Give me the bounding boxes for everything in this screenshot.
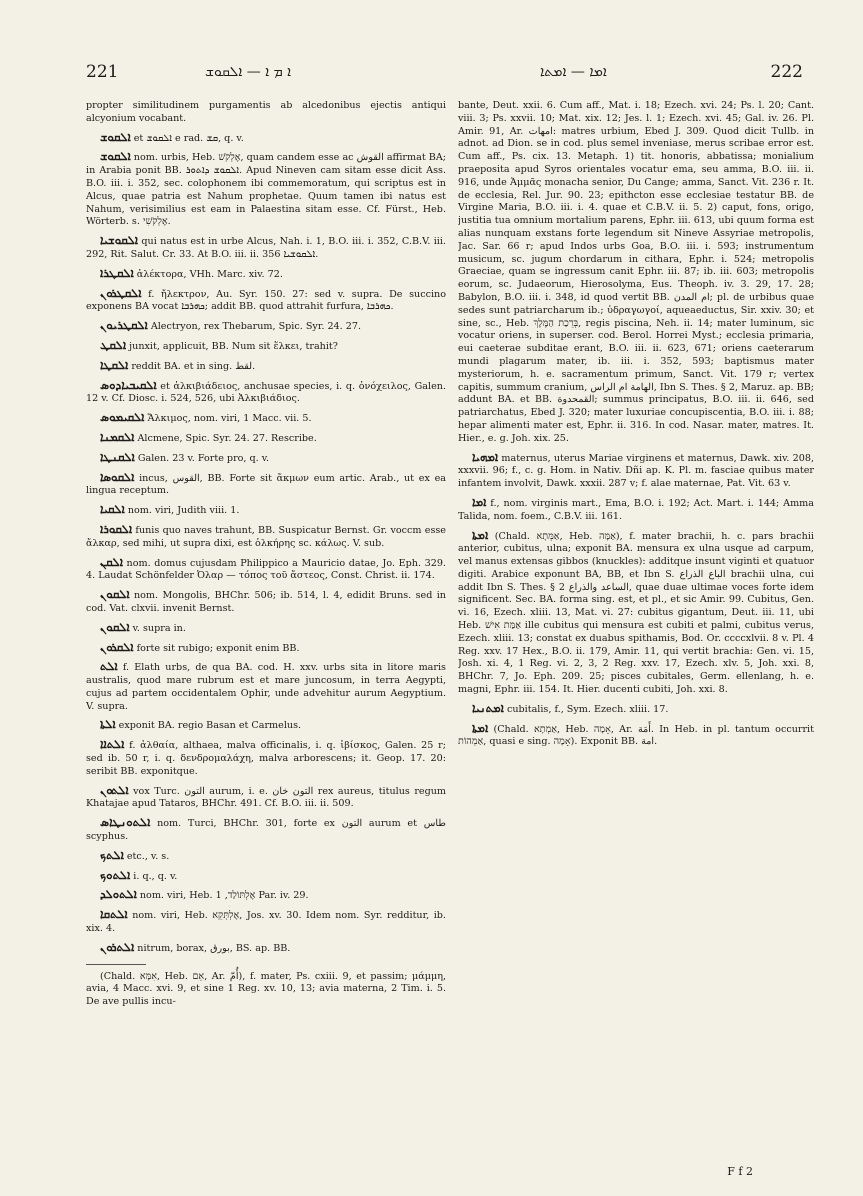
dictionary-entry [86,660,446,713]
entry-lemma: ܐܠܬܩܐ [100,907,128,922]
entry-text: f. ἤλεκτρον, Au. Syr. 150. 27: sed v. supra. De succino exponens BA vocat ܟܗܪܒܐ; addit BB. quod attrahit furfura, ܟܗܪܒܐ. [86,288,446,313]
entry-lemma: ܐܠܬܘܟ [100,867,131,882]
entry-text: exponit BA. regio Basan et Carmelus. [118,720,302,732]
dictionary-entry [86,556,446,584]
left-entries [86,100,446,956]
entry-lemma: ܐܠܬܐܐ [100,737,125,752]
left-running-title: ܐ ܡ ܐ — ܐܠܩܘܫ [205,64,292,80]
page-header [0,62,863,84]
dictionary-entry [86,131,446,146]
dictionary-entry [86,888,446,903]
entry-lemma: ܐܠܩܛܪܐ [100,265,134,280]
left-footnote: (Chald. אִמָּא, Heb. אֵם, Ar. أُمّ), f. mater, Ps. cxiii. 9, et passim; μάμμη, avia, 4 Macc. xvi. 9, et sine 1 Reg. xv. 10, 13; avia materna, 2 Tim. i. 5. De ave pullis incu- [86,970,446,1008]
entry-lemma: ܐܠܩܝܒܝܐܕܘܣ [100,377,157,392]
left-page-number: 221 [86,62,119,82]
entry-text: Alectryon, rex Thebarum, Spic. Syr. 24. 27. [150,321,362,333]
right-running-title: ܐܡܐ — ܐܡܬܐ [540,64,607,80]
dictionary-entry [458,529,814,697]
entry-lemma: ܐܡܐ [472,494,487,509]
entry-lemma: ܐܠܩܘܣܐ [100,469,135,484]
entry-lemma: ܐܡܬܢܝܐ [472,700,504,715]
entry-text: vox Turc. التون aurum, i. e. التون خان rex aureus, titulus regum Khatajae apud Tataros, BHChr. 491. Cf. B.O. iii. ii. 509. [86,785,446,810]
entry-text: v. supra in. [132,622,186,634]
entry-lemma: ܐܠܩܛܪܘܢ [100,285,142,300]
entry-text: reddit BA. et in sing. لقط. [131,360,256,372]
entry-text: Alcmene, Spic. Syr. 24. 27. Rescribe. [137,432,317,444]
entry-lemma: ܐܠܩܪܘܢ [100,639,134,654]
entry-lemma: ܐܠܩܘܢ [100,619,130,634]
entry-text: Galen. 23 v. Forte pro, q. v. [137,452,270,464]
dictionary-entry [86,941,446,956]
dictionary-entry [458,722,814,750]
entry-text: f. ἀλθαία, althaea, malva officinalis, i. q. ἰβίσκος, Galen. 25 r; sed ib. 50 r, i. q. δενδρομαλάχη, malva arborescens; it. Geop. 17. 20: seribit BB. exponitque. [86,740,446,777]
dictionary-entry [86,503,446,518]
right-entries [458,100,814,749]
entry-lemma: ܐܠܬܟ [100,847,124,862]
dictionary-entry [458,702,814,717]
entry-lemma: ܐܠܩܡܢܐ [100,429,135,444]
dictionary-entry [86,339,446,354]
entry-text: propter similitudinem purgamentis ab alcedonibus ejectis antiqui alcyonium vocabant. [86,100,446,124]
dictionary-entry [86,100,446,126]
entry-lemma: ܐܡܬܐ [472,527,489,542]
entry-lemma: ܐܠܩܘܫ [100,129,131,144]
entry-text: nom. viri, Heb. אֶלְתּוֹלַד, 1 Par. iv. 29. [139,890,309,902]
entry-text: nom. Turci, BHChr. 301, forte ex التون aurum et طاس scyphus. [86,818,446,843]
dictionary-entry [86,641,446,656]
entry-lemma: ܐܠܩܘܢ [100,587,130,602]
signature-mark: F f 2 [727,1165,753,1178]
dictionary-entry [86,869,446,884]
entry-text: nom. viri, Heb. אֶלְתְּקֵא, Jos. xv. 30. Idem nom. Syr. redditur, ib. xix. 4. [86,910,446,935]
dictionary-entry [86,234,446,262]
entry-lemma: ܐܠܩܝܐ [100,502,125,517]
dictionary-entry [86,523,446,551]
dictionary-entry [86,267,446,282]
entry-lemma: ܐܠܩܢܛܐ [100,449,135,464]
dictionary-entry [86,287,446,315]
dictionary-entry [86,816,446,844]
entry-lemma: ܐܠܩܝܡܘܣ [100,410,145,425]
dictionary-entry [86,738,446,778]
dictionary-entry [86,471,446,499]
entry-text: funis quo naves trahunt, BB. Suspicatur Bernst. Gr. voccm esse ἄλκαρ, sed mihi, ut supra dixi, est ὁλκήρης sc. κάλως. V. sub. [86,524,446,549]
dictionary-entry [86,431,446,446]
entry-text: nom. urbis, Heb. אֶלְקֹשׁ, quam candem esse ac القوش affirmat BA; in Arabia ponit BB. ܐܠܩܘܫ ܕܐܬܘܪ. Apud Nineven cam sitam esse dicit Ass. B.O. iii. i. 352, sec. colophonem ibi commemoratum, qui scriptus est in Alcus, quae patria est Nahum prophetae. Quum tamen ibi natus est Nahum, verisimilius est eam in Palaestina sitam esse. Cf. Fürst., Heb. Wörterb. s. אֶלְקֹשִׁי. [86,152,446,228]
entry-lemma: ܐܠܩܘܪܐ [100,521,133,536]
entry-lemma: ܐܡܗܝܐ [472,449,499,464]
entry-lemma: ܐܠܬܘܢܛܐܣ [100,815,151,830]
dictionary-entry [86,621,446,636]
entry-text: ἀλέκτορα, VHh. Marc. xiv. 72. [136,268,283,280]
dictionary-entry [86,451,446,466]
entry-text: cubitalis, f., Sym. Ezech. xliii. 17. [506,703,669,715]
dictionary-entry [458,496,814,524]
entry-lemma: ܐܠܩܛܐ [100,357,129,372]
entry-lemma: ܐܠܬܐ [100,717,116,732]
right-page-number: 222 [770,62,803,82]
entry-lemma: ܐܠܬܘܠܕ [100,887,137,902]
entry-text: etc., v. s. [126,850,170,862]
entry-text: maternus, uterus Mariae virginens et maternus, Dawk. xiv. 208, xxxvii. 96; f., c. g. Hom. in Nativ. Dñi ap. K. Pl. m. fasciae quibus mater infantem involvit, Dawk. xxxii. 287 v; f. alae maternae, Pat. Vit. 63 v. [458,452,814,490]
entry-text: et ܐܠܩܘܫ e rad. ܩܫ, q. v. [133,132,244,144]
entry-text: incus, القوس, BB. Forte sit ἄκμων eum artic. Arab., ut ex ea lingua receptum. [86,472,446,497]
entry-lemma: ܐܠܩܢ [100,554,123,569]
dictionary-entry [458,451,814,491]
dictionary-entry [86,908,446,936]
dictionary-entry [86,379,446,407]
entry-text: Ἄλκιμος, nom. viri, 1 Macc. vii. 5. [147,413,312,425]
entry-text: nom. viri, Judith viii. 1. [127,505,240,517]
entry-lemma: ܐܠܩܘܫܝܐ [100,233,139,248]
entry-text: f., nom. virginis mart., Ema, B.O. i. 192; Act. Mart. i. 144; Amma Talida, nom. foem., C.B.V. iii. 161. [458,497,814,522]
dictionary-entry [86,849,446,864]
entry-text: qui natus est in urbe Alcus, Nah. i. 1, B.O. iii. i. 352, C.B.V. iii. 292, Rit. Salut. Cr. 33. At B.O. iii. ii. 356 ܐܠܩܘܫܝܐ. [86,236,446,260]
entry-text: bante, Deut. xxii. 6. Cum aff., Mat. i. 18; Ezech. xvi. 24; Ps. l. 20; Cant. viii. 3; Ps. xxvii. 10; Mat. xix. 12; Jes. l. 1; Ezech. xvi. 45; Gal. iv. 26. Pl. Amir. 91, Ar. امهات: matres urbium, Ebed J. 309. Quod dicit Tullb. in adnot. ad Dion. se in cod. plus semel inveniase, merus scribae error est. Cum aff., Ps. cix. 13. Metaph. 1) tit. honoris, abbatissa; monialium praeposita apud Syros orientales vocatur ema, seu amma, B.O. iii. ii. 916, unde Ἀμμᾶς monacha senior, Du Cange; amma, Sanct. Vit. 236 r. It. de ecclesia, Rel. Jur. 90. 23; epithcton esse ecclesiae testatur BB. de Virgine Maria, B.O. iii. i. 4. quae et C.B.V. ii. 5. 2) caput, fons, origo, justitia tua omnium mortalium parens, Ephr. iii. 613, ubi quum forma est alias nunquam exstans forte legendum sit Nineve Assyriae metropolis, Jac. Sar. 66 r; apud Indos urbs Goa, B.O. iii. i. 593; instrumentum musicum, sc. jugum chordarum in cithara, Ephr. i. 524; metropolis Graeciae, quam se ingressum canit Ephr. iii. 87; ib. iii. 603; metropolis eorum, sc. Judaeorum, Hierosolyma, Eus. Theoph. iv. 3. 29, 17. 28; Babylon, B.O. iii. i. 348, id quod vertit BB. ام المدن; pl. de urbibus quae sedes sunt patriarcharum ib.; ὑδραγωγοί, aqueaeductus, Sir. xxiv. 30; et sine, sc., Heb. בְּרֵכַת הַמֶּלֶךְ, regis piscina, Neh. ii. 14; mater luminum, sic vocatur oriens, in superser. cod. Berol. Horrei Myst.; ecclesia primaria, eui caeterae subditae erant, B.O. iii. ii. 623, 671; oriens caeterarum mundi plagarum mater, ib. iii. i. 352, 593; baptismus mater mysteriorum, h. e. sacramentum primum, Sanct. Vit. 179 r; vertex capitis, summum cranium, الهامة ام الراس, Ibn S. Thes. § 2, Maruz. ap. BB; addunt BA. et BB. القمحدوة; summus principatus, B.O. iii. ii. 646, sed patriarchatus, Ebed J. 320; mater luxuriae concupiscentia, B.O. iii. i. 88; hepar alimenti mater est, Ephr. ii. 316. In cod. Nasar. mater, matres. It. Hier., e. g. Joh. xix. 25. [458,100,814,444]
dictionary-entry [86,588,446,616]
entry-lemma: ܐܠܬܪܘܢ [100,939,135,954]
entry-text: junxit, applicuit, BB. Num sit ἕλκει, trahit? [129,340,338,352]
dictionary-entry [86,411,446,426]
left-column [86,100,446,1156]
dictionary-entry [86,359,446,374]
entry-text: forte sit rubigo; exponit enim BB. [136,642,300,654]
entry-lemma: ܐܠܩܛ [100,337,127,352]
entry-lemma: ܐܡܬܐ [472,720,489,735]
dictionary-entry [86,150,446,229]
entry-lemma: ܐܠܩܛܪܝܘܢ [100,318,148,333]
dictionary-entry [86,784,446,812]
entry-text: (Chald. אַמְּתָא, Heb. אַמָּה), f. mater brachii, h. c. pars brachii anterior, cubitus, ulna; exponit BA. mensura ex ulna usque ad carpum, vel manus extensas gibbos (knuckles): additque insunt viginti et quatuor digiti. Arabice exponunt BA, BB, et Ibn S. الباع الذراع brachii ulna, cui addit Ibn S. Thes. § 2 الساعد والذراع, quae duae ultimae voces forte idem significent. Sec. BA. forma sing. est, et pl., et sic Amir. 99. Cubitus, Gen. vi. 16, Ezech. xliii. 13, Mat. vi. 27: cubitus gigantum, Deut. iii. 11, ubi Heb. אַמַּת אִישׁ ille cubitus qui mensura est cubiti et palmi, cubitus verus, Ezech. xliii. 13; constat ex duabus spithamis, Bod. Or. ccccxlvii. 8 v. Pl. 4 Reg. xxv. 17 Hex., B.O. ii. 179, Amir. 11, qui vertit brachia: Gen. vi. 15, Josh. xi. 4, 1 Reg. vi. 2, 3, 2 Reg. xxv. 17, Ezech. xlv. 5, Joh. xxi. 8, BHChr. 7, Jo. Eph. 209. 25; pisces cubitales, Germ. ellenlang, h. e. magni, Ephr. iii. 154. It. Hier. ducenti cubiti, Joh. xxi. 8. [458,530,814,696]
entry-text: (Chald. אַמְתָא, Heb. אָמָה, Ar. أَمَة. In Heb. in pl. tantum occurrit אַמְהוֹת, quasi e sing. אָמָה). Exponit BB. امة. [458,723,814,748]
entry-text: i. q., q. v. [133,870,178,882]
entry-text: f. Elath urbs, de qua BA. cod. H. xxv. urbs sita in litore maris australis, quod mare rubrum est et mare juncosum, in terra Aegypti, cujus ad partem occidentalem Ophir, unde advehitur aurum Aegyptium. V. supra. [86,662,446,712]
entry-lemma: ܐܠܬ [100,659,118,674]
entry-text: nom. Mongolis, BHChr. 506; ib. 514, l. 4, edidit Bruns. sed in cod. Vat. clxvii. invenit Bernst. [86,590,446,614]
entry-text: nitrum, borax, بورق, BS. ap. BB. [137,942,291,954]
right-column [458,100,814,1156]
footnote-divider [86,964,146,965]
entry-lemma: ܐܠܬܘܢ [100,782,129,797]
dictionary-entry [86,319,446,334]
dictionary-entry [458,100,814,446]
entry-lemma: ܐܠܩܘܫ [100,149,131,164]
dictionary-entry [86,718,446,733]
entry-text: et ἀλκιβιάδειος, anchusae species, i. q. ὀνόχειλος, Galen. 12 v. Cf. Diosc. i. 524, 526, ubi Ἀλκιβιάδιος. [86,380,446,405]
entry-text: nom. domus cujusdam Philippico a Mauricio datae, Jo. Eph. 329. 4. Laudat Schönfelder Ὀλαρ — τόπος τοῦ ἄστεος, Const. Christ. ii. 174. [86,557,446,582]
